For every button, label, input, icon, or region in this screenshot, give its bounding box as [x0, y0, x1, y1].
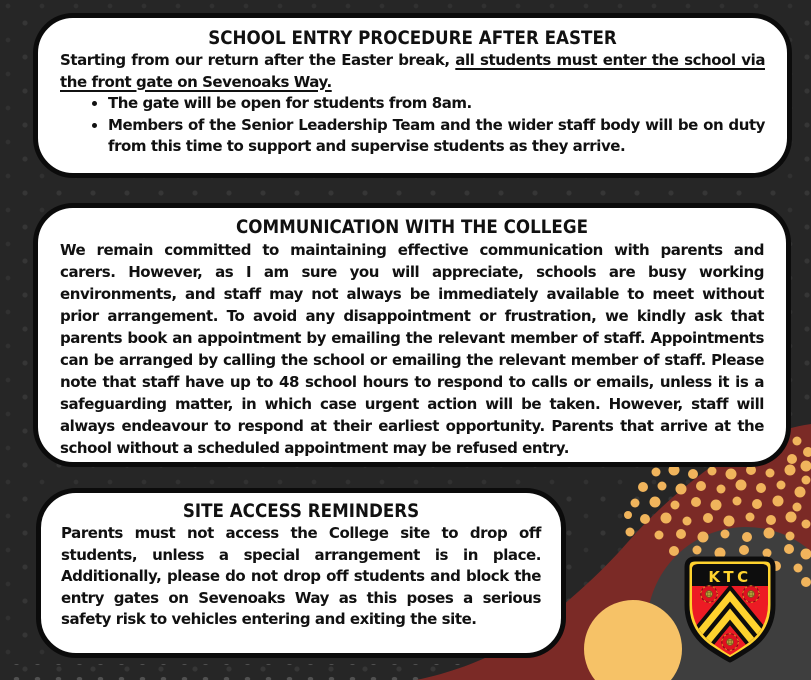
bullet-item-staff-duty: • Members of the Senior Leadership Team and the wider staff body will be on duty from this time to support and supervise students as they arrive.	[108, 115, 765, 158]
site-access-body: Parents must not access the College site to drop off students, unless a special arrangement is in place. Additionally, please do not drop off students and block the entry gates on Sevenoaks Way as this poses a serious safety risk to vehicles entering and exiting the site.	[61, 524, 541, 628]
crest-rose	[701, 586, 717, 602]
bullet-item-gate-open: • The gate will be open for students from 8am.	[108, 93, 765, 115]
entry-procedure-intro	[60, 50, 765, 93]
section-site-access	[36, 488, 566, 658]
section-entry-procedure	[33, 13, 792, 178]
entry-intro-underlined: all students must enter the school via the front gate on Sevenoaks Way.	[60, 51, 765, 91]
section-communication	[33, 203, 791, 467]
section-title-communication: COMMUNICATION WITH THE COLLEGE	[235, 216, 588, 238]
crest-rose	[722, 634, 738, 650]
section-title-site-access: SITE ACCESS REMINDERS	[182, 500, 420, 522]
section-title-entry-procedure: SCHOOL ENTRY PROCEDURE AFTER EASTER	[208, 27, 617, 49]
communication-body: We remain committed to maintaining effective communication with parents and carers. However, as I am sure you will appreciate, schools are busy working environments, and staff may not always be immediately available to meet without prior arrangement. To avoid any disappointment or frustration, we kindly ask that parents book an appointment by emailing the relevant member of staff. Appointments can be arranged by calling the school or emailing the relevant member of staff. Please note that staff have up to 48 school hours to respond to calls or emails, unless it is a safeguarding matter, in which case urgent action will be taken. However, staff will always endeavour to respond at their earliest opportunity. Parents that arrive at the school without a scheduled appointment may be refused entry.	[60, 241, 764, 457]
entry-procedure-bullets	[60, 93, 765, 158]
crest-rose	[743, 586, 759, 602]
crest-initials: KTC	[708, 568, 752, 586]
entry-intro-plain: Starting from our return after the Easter break,	[60, 51, 456, 69]
